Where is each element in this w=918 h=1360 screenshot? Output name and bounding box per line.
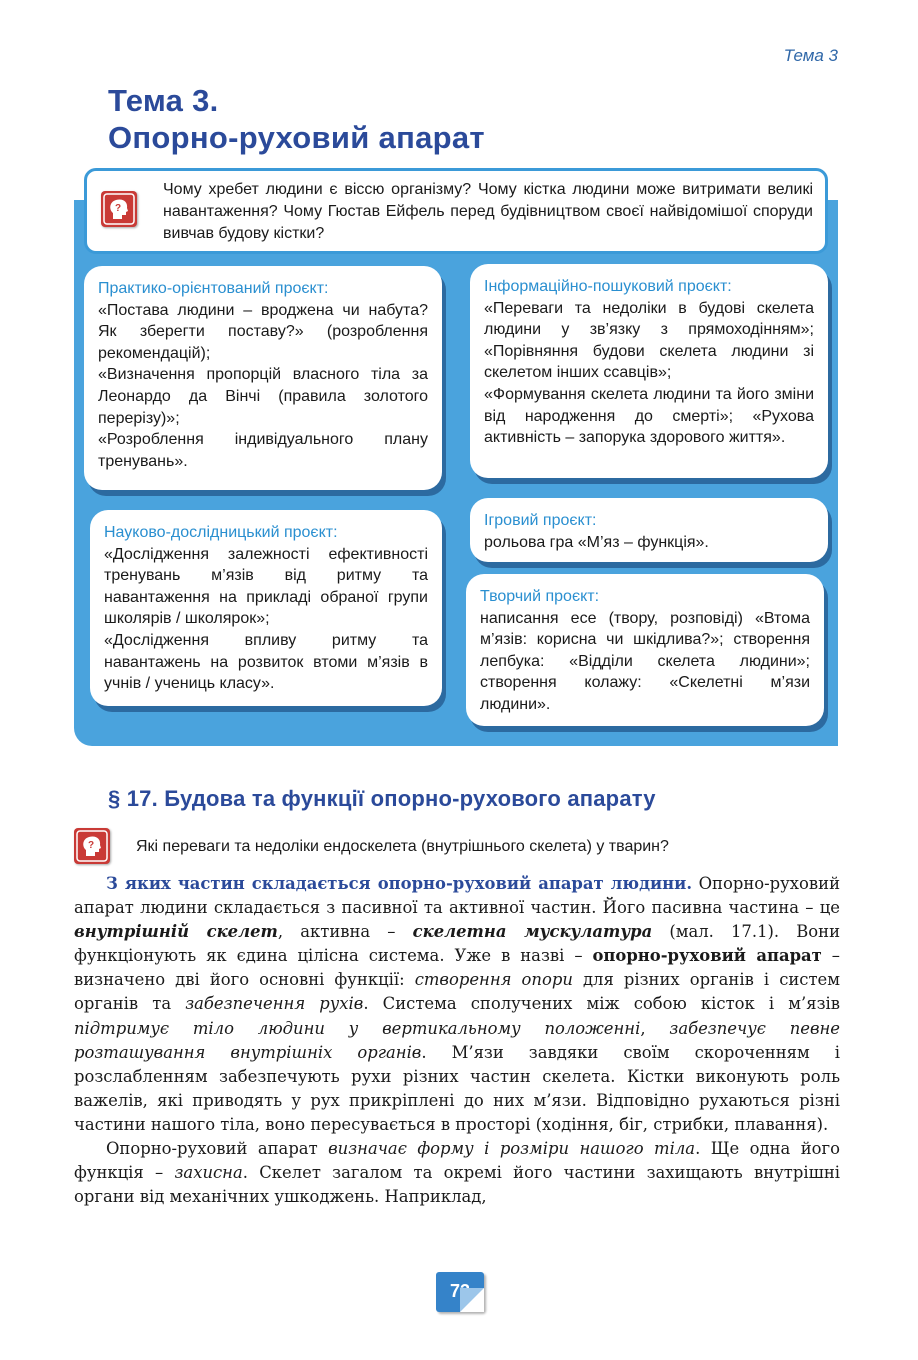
term-movement: забезпечення рухів	[185, 994, 364, 1014]
page-number	[436, 1272, 484, 1312]
text-run: . Скелет загалом та окремі його частини захищають внутрішні органи від механічних ушкоджень. Наприклад,	[74, 1163, 840, 1207]
question-head-icon	[74, 828, 110, 864]
section-heading: § 17. Будова та функції опорно-рухового апарату	[108, 786, 656, 811]
text-run: для різних органів і систем органів та	[74, 970, 840, 1014]
game-project-body: рольова гра «М’яз – функція».	[484, 533, 709, 551]
text-run: (мал. 17.1). Вони функціонують як єдина цілісна система. Уже в назві –	[74, 922, 840, 966]
text-run: . М’язи завдяки своїм скороченням і розслабленням забезпечують рухи різних частин скелета. Кістки виконують роль важелів, які приводять у рух прикріплені до них м’язи. Відповідно рухаються різні частини нашого тіла, воно пересувається в просторі (ходіння, біг, стрибки, плавання).	[74, 1042, 840, 1134]
page-curl-icon	[460, 1288, 484, 1312]
section-question: Які переваги та недоліки ендоскелета (внутрішнього скелета) у тварин?	[136, 838, 669, 855]
practical-project-card	[84, 266, 442, 490]
game-project-title: Ігровий проєкт:	[484, 512, 597, 529]
text-run: . Система сполучених між собою кісток і м’язів	[363, 994, 840, 1014]
paragraph-lead: З яких частин складається опорно-руховий апарат людини.	[106, 874, 693, 893]
svg-text:?: ?	[114, 203, 122, 214]
term-protective: захисна	[174, 1163, 243, 1183]
game-project-card	[470, 498, 828, 562]
research-project-body: «Дослідження залежності ефективності тренувань м’язів від ритму та навантаження на прикладі обраної групи школярів / школярок»; «Дослідження впливу ритму та навантажень на розвиток втоми м’язів в учнів / учениць класу».	[104, 545, 428, 693]
paragraph-1	[74, 872, 840, 1137]
topic-number: Тема 3.	[108, 83, 219, 118]
question-head-icon	[101, 191, 137, 227]
opening-question-box	[84, 168, 828, 254]
practical-project-body: «Постава людини – вроджена чи набута? Як зберегти поставу?» (розроблення рекомендацій); «Визначення пропорцій власного тіла за Леонардо да Вінчі (правила золотого перерізу)»; «Розроблення індивідуального плану тренувань».	[98, 301, 428, 470]
research-project-title: Науково-дослідницький проєкт:	[104, 524, 338, 541]
term-skeletal-muscles: скелетна мускулатура	[412, 922, 653, 942]
paragraph-2	[74, 1137, 840, 1209]
page-number-text: 73	[449, 1281, 471, 1301]
running-head: Тема 3	[783, 46, 838, 65]
information-project-body: «Переваги та недоліки в будові скелета людини у зв’язку з прямоходінням»; «Порівняння будови скелета людини зі скелетом інших ссавців»; «Формування скелета людини та його зміни від народження до смерті»; «Рухова активність – запорука здорового життя».	[484, 299, 814, 447]
body-text	[74, 872, 840, 1209]
practical-project-title: Практико-орієнтований проєкт:	[98, 280, 329, 297]
topic-name: Опорно-руховий апарат	[108, 120, 485, 155]
term-musculoskeletal-system: опорно-руховий апарат	[592, 946, 822, 966]
research-project-card	[90, 510, 442, 706]
creative-project-title: Творчий проєкт:	[480, 588, 600, 605]
information-project-title: Інформаційно-пошуковий проєкт:	[484, 278, 732, 295]
topic-title	[108, 82, 485, 156]
term-organ-placement: забезпечує певне розташування внутрішніх органів	[74, 1018, 841, 1062]
creative-project-body: написання есе (твору, розповіді) «Втома м’язів: корисна чи шкідлива?»; створення лепбука: «Відділи скелета людини»; створення колажу: «Скелетні м’язи людини».	[480, 609, 810, 713]
term-internal-skeleton: внутрішній скелет	[74, 922, 278, 942]
text-run: – визначено дві його основні функції:	[74, 946, 840, 990]
text-run: . Ще одна його функція –	[74, 1139, 840, 1183]
creative-project-card	[466, 574, 824, 726]
text-run: Опорно-руховий апарат	[106, 1139, 329, 1159]
opening-question-text: Чому хребет людини є віссю організму? Чому кістка людини може витримати великі навантаження? Чому Гюстав Ейфель перед будівництвом своєї найвідомішої споруди вивчав будову кістки?	[163, 181, 813, 242]
term-vertical-position: підтримує тіло людини у вертикальному положенні	[74, 1018, 641, 1038]
text-run: Опорно-руховий апарат людини складається з пасивної та активної частин. Його пасивна частина – це	[74, 874, 840, 918]
text-run: , активна –	[277, 922, 413, 942]
svg-text:?: ?	[87, 840, 95, 851]
information-project-card	[470, 264, 828, 478]
term-body-shape: визначає форму і розміри нашого тіла	[328, 1139, 696, 1159]
text-run: ,	[640, 1018, 670, 1038]
term-support: створення опори	[414, 970, 573, 990]
